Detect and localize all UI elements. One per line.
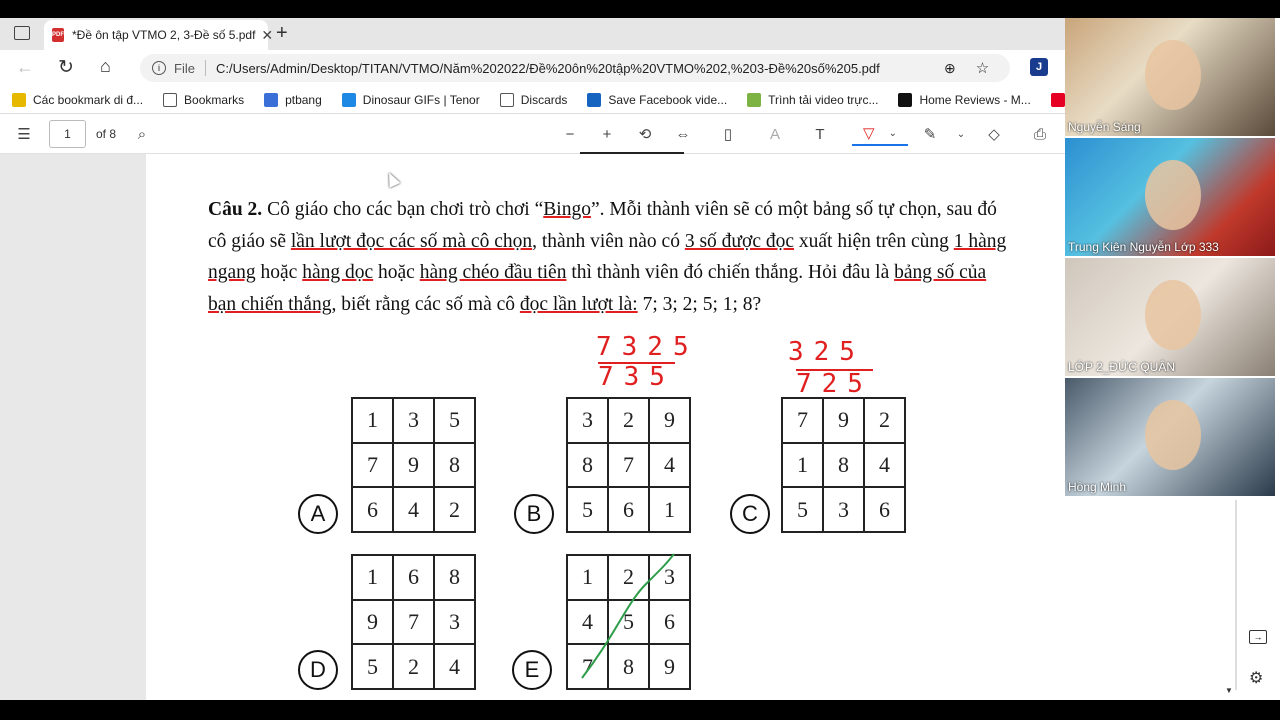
option-d-label: D xyxy=(298,650,338,690)
board-cell: 7 xyxy=(782,398,823,443)
zoom-out-icon[interactable]: − xyxy=(565,125,575,143)
scroll-down-icon[interactable]: ▼ xyxy=(1225,686,1233,695)
board-cell: 8 xyxy=(434,555,475,600)
zoom-icon[interactable]: ⊕ xyxy=(943,59,956,76)
q-underline: Bingo xyxy=(543,199,591,220)
text-icon[interactable]: T xyxy=(815,125,825,143)
board-cell: 8 xyxy=(823,443,864,488)
info-icon[interactable]: i xyxy=(152,61,166,75)
divider xyxy=(205,60,206,76)
bookmark-label: Save Facebook vide... xyxy=(608,92,728,107)
participant-video[interactable] xyxy=(1065,138,1275,256)
check-icon xyxy=(587,93,601,107)
bingo-board-a xyxy=(351,397,476,533)
board-cell: 1 xyxy=(782,443,823,488)
page-number-input[interactable]: 1 xyxy=(49,120,86,148)
url-text: C:/Users/Admin/Desktop/TITAN/VTMO/Năm%202022/Đề%20ôn%20tập%20VTMO%202,%203-Đề%20số%205.pdf xyxy=(215,60,880,76)
board-cell: 9 xyxy=(649,398,690,443)
zoom-in-icon[interactable]: + xyxy=(602,125,612,143)
board-cell: 9 xyxy=(352,600,393,645)
participant-video[interactable] xyxy=(1065,258,1275,376)
folder-icon xyxy=(12,93,26,107)
board-cell: 6 xyxy=(352,487,393,532)
board-cell: 2 xyxy=(608,555,649,600)
board-cell: 4 xyxy=(434,644,475,689)
read-aloud-icon[interactable]: A xyxy=(769,125,780,143)
board-cell: 7 xyxy=(567,644,608,689)
board-cell: 9 xyxy=(393,443,434,488)
board-cell: 4 xyxy=(864,443,905,488)
participant-video[interactable] xyxy=(1065,378,1275,496)
board-cell: 2 xyxy=(608,398,649,443)
board-cell: 6 xyxy=(608,487,649,532)
board-cell: 5 xyxy=(434,398,475,443)
url-field[interactable] xyxy=(140,54,1010,82)
badge-icon xyxy=(898,93,912,107)
pdf-file-icon: PDF xyxy=(52,28,64,42)
handwritten-note: 7325 xyxy=(596,332,699,362)
handwritten-note: 325 xyxy=(788,337,865,367)
participant-name: Hồng Minh xyxy=(1068,480,1127,494)
board-cell: 7 xyxy=(608,443,649,488)
bookmarks-bar xyxy=(0,86,1065,114)
browser-window xyxy=(0,18,1065,700)
board-cell: 3 xyxy=(393,398,434,443)
bookmark-label: Trình tải video trực... xyxy=(768,92,879,107)
close-tab-icon[interactable]: ✕ xyxy=(261,26,274,43)
page-total: of 8 xyxy=(96,127,117,141)
tab-bar xyxy=(0,18,1065,50)
q-text: , biết rằng các số mà cô xyxy=(331,293,520,315)
bookmark-label: Bookmarks xyxy=(184,92,245,107)
q-text: thì thành viên đó chiến thắng. Hỏi đâu là xyxy=(566,262,895,283)
fit-page-icon[interactable]: ⇔ xyxy=(675,125,691,143)
participant-video[interactable] xyxy=(1065,18,1275,136)
board-cell: 7 xyxy=(393,600,434,645)
participant-name: LỚP 2_ĐỨC QUÂN xyxy=(1068,360,1176,374)
q-underline: 3 số được đọc xyxy=(684,230,794,252)
tab-title: *Đề ôn tập VTMO 2, 3-Đề số 5.pdf xyxy=(72,28,256,42)
participant-face xyxy=(1145,280,1201,350)
address-bar xyxy=(0,50,1065,86)
board-cell: 2 xyxy=(434,487,475,532)
cloud-icon xyxy=(264,93,278,107)
board-cell: 8 xyxy=(567,443,608,488)
extension-icon[interactable]: J xyxy=(1030,58,1048,76)
draw-icon[interactable]: ▽ ⌄ xyxy=(852,122,908,146)
option-b-label: B xyxy=(514,494,554,534)
q-text: hoặc xyxy=(373,262,420,283)
board-cell: 3 xyxy=(649,555,690,600)
bingo-board-c xyxy=(781,397,906,533)
question-label: Câu 2. xyxy=(208,199,263,220)
page-view-icon[interactable]: ▯ xyxy=(723,126,733,143)
cut-off-mark xyxy=(580,152,684,154)
participant-face xyxy=(1145,40,1201,110)
q-text: hoặc xyxy=(255,262,303,283)
board-cell: 3 xyxy=(567,398,608,443)
participant-face xyxy=(1145,400,1201,470)
tab-active[interactable] xyxy=(44,20,274,50)
bookmark-item[interactable] xyxy=(898,93,1030,107)
file-scheme-label: File xyxy=(174,60,195,76)
board-cell: 6 xyxy=(864,487,905,532)
contents-icon[interactable]: ☰ xyxy=(17,126,31,143)
option-e-label: E xyxy=(512,650,552,690)
bookmark-label: Các bookmark di đ... xyxy=(33,92,144,107)
q-underline: hàng dọc xyxy=(302,262,374,283)
search-icon[interactable]: ⌕ xyxy=(137,125,147,143)
participant-name: Trung Kiên Nguyễn Lớp 333 xyxy=(1068,240,1219,254)
page-icon xyxy=(163,93,177,107)
q-underline: bảng số của bạn chiến thắng xyxy=(208,262,987,315)
q-text: 7; 3; 2; 5; 1; 8? xyxy=(637,293,762,315)
option-c-label: C xyxy=(730,494,770,534)
settings-icon[interactable]: ⚙ xyxy=(1249,670,1264,687)
option-a-label: A xyxy=(298,494,338,534)
q-text: xuất hiện trên cùng xyxy=(794,230,954,252)
bookmark-item[interactable] xyxy=(587,93,727,107)
board-cell: 2 xyxy=(864,398,905,443)
board-cell: 1 xyxy=(352,398,393,443)
scrollbar-track[interactable] xyxy=(1235,500,1237,690)
participant-name: Nguyễn Sáng xyxy=(1068,120,1141,134)
q-underline: lần lượt đọc các số mà cô chọn xyxy=(290,230,533,252)
handwritten-note: 725 xyxy=(796,369,873,399)
board-cell: 1 xyxy=(567,555,608,600)
bingo-board-b xyxy=(566,397,691,533)
board-cell: 4 xyxy=(393,487,434,532)
q-text: Cô giáo cho các bạn chơi trò chơi “ xyxy=(262,199,544,220)
bookmark-item[interactable] xyxy=(264,93,322,107)
bookmark-item[interactable] xyxy=(747,93,878,107)
board-cell: 2 xyxy=(393,644,434,689)
board-cell: 5 xyxy=(782,487,823,532)
pinterest-icon xyxy=(1051,93,1065,107)
q-underline: hàng chéo đầu tiên xyxy=(419,262,567,283)
q-text: , thành viên nào có xyxy=(532,230,685,252)
board-cell: 3 xyxy=(823,487,864,532)
bookmark-label: ptbang xyxy=(285,92,322,107)
board-cell: 3 xyxy=(434,600,475,645)
bookmark-item[interactable] xyxy=(342,93,480,107)
board-cell: 1 xyxy=(649,487,690,532)
pdf-viewer[interactable] xyxy=(0,154,1065,700)
q-underline: 1 hàng ngang xyxy=(208,230,1007,283)
new-tab-icon[interactable]: + xyxy=(276,22,288,44)
board-cell: 6 xyxy=(393,555,434,600)
rotate-icon[interactable]: ⟲ xyxy=(638,126,652,143)
question-text xyxy=(208,194,1008,320)
back-icon[interactable]: ← xyxy=(16,57,34,77)
leaf-icon xyxy=(747,93,761,107)
board-cell: 9 xyxy=(823,398,864,443)
bookmark-label: Dinosaur GIFs | Tenor xyxy=(362,92,480,107)
bookmark-item[interactable] xyxy=(163,93,244,107)
board-cell: 7 xyxy=(352,443,393,488)
board-cell: 1 xyxy=(352,555,393,600)
board-cell: 8 xyxy=(434,443,475,488)
eraser-icon[interactable]: ◇ xyxy=(988,126,1000,143)
print-icon[interactable]: ⎙ xyxy=(1033,125,1046,143)
q-text: ”. Mỗi thành viên sẽ có một bảng số tự chọn, sau đó cô giáo sẽ xyxy=(208,199,997,252)
board-cell: 8 xyxy=(608,644,649,689)
board-cell: 5 xyxy=(567,487,608,532)
board-cell: 6 xyxy=(649,600,690,645)
bookmark-item[interactable] xyxy=(12,93,143,107)
highlight-dropdown-icon[interactable]: ⌄ xyxy=(956,128,966,140)
gif-icon xyxy=(342,93,356,107)
highlight-icon[interactable]: ✎ xyxy=(923,126,937,143)
q-underline: đọc lần lượt là: xyxy=(519,293,638,315)
page-icon xyxy=(500,93,514,107)
bookmark-label: Home Reviews - M... xyxy=(919,92,1031,107)
home-icon[interactable]: ⌂ xyxy=(100,56,111,76)
bingo-board-e xyxy=(566,554,691,690)
pdf-toolbar xyxy=(0,114,1065,154)
board-cell: 9 xyxy=(649,644,690,689)
refresh-icon[interactable]: ↻ xyxy=(58,57,74,78)
board-cell: 4 xyxy=(649,443,690,488)
participant-face xyxy=(1145,160,1201,230)
board-cell: 4 xyxy=(567,600,608,645)
share-screen-icon[interactable]: → xyxy=(1249,630,1267,644)
bookmark-label: Discards xyxy=(520,92,568,107)
board-cell: 5 xyxy=(352,644,393,689)
tab-actions-icon[interactable] xyxy=(14,26,30,40)
favorite-add-icon[interactable]: ☆ xyxy=(975,60,990,77)
board-cell: 5 xyxy=(608,600,649,645)
bookmark-item[interactable] xyxy=(500,93,568,107)
bingo-board-d xyxy=(351,554,476,690)
panel-scroll-area xyxy=(1225,500,1280,700)
pdf-page xyxy=(146,154,1074,700)
handwritten-note: 735 xyxy=(598,362,675,392)
